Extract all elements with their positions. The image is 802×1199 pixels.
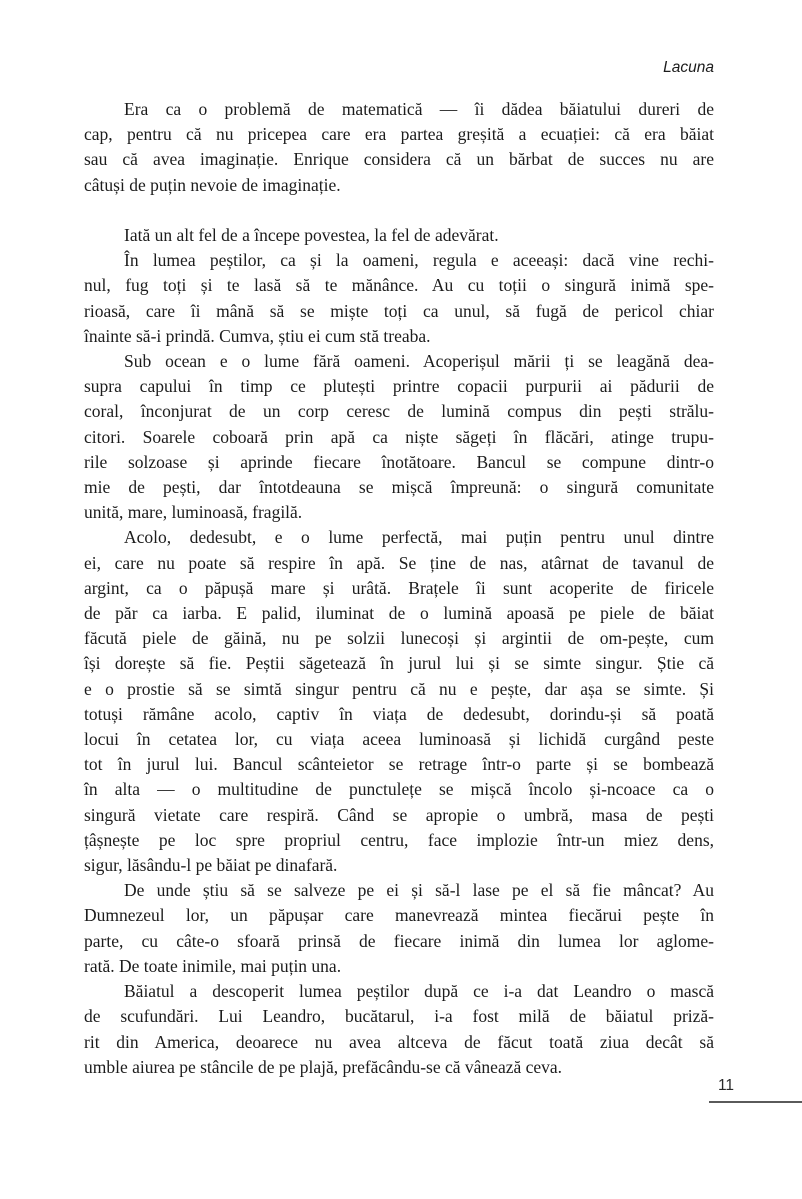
paragraph bbox=[84, 878, 714, 979]
text-line: rile solzoase și aprinde fiecare înotătoare. Bancul se compune dintr-o bbox=[84, 451, 714, 472]
paragraph bbox=[84, 525, 714, 878]
text-line: e o prostie să se simtă singur pentru că nu e pește, dar așa se simte. Și bbox=[84, 678, 714, 699]
paragraph bbox=[84, 223, 714, 248]
text-line: În lumea peștilor, ca și la oameni, regula e aceeași: dacă vine rechi- bbox=[124, 250, 714, 271]
text-line: înainte să-i prindă. Cumva, știu ei cum stă treaba. bbox=[84, 325, 431, 346]
text-line: coral, înconjurat de un corp ceresc de lumină compus din pești strălu- bbox=[84, 401, 714, 422]
paragraph bbox=[84, 248, 714, 349]
text-line: umble aiurea pe stâncile de pe plajă, prefăcându-se că vânează ceva. bbox=[84, 1056, 563, 1077]
text-line: își dorește să fie. Peștii săgetează în jurul lui și se simte singur. Știe că bbox=[84, 653, 714, 674]
text-line: locui în cetatea lor, cu viața aceea luminoasă și lichidă curgând peste bbox=[84, 729, 714, 750]
text-line: unită, mare, luminoasă, fragilă. bbox=[84, 502, 303, 523]
text-line: ei, care nu poate să respire în apă. Se ține de nas, atârnat de tavanul de bbox=[84, 552, 714, 573]
running-header bbox=[84, 57, 714, 79]
text-line: Sub ocean e o lume fără oameni. Acoperișul mării ți se leagănă dea- bbox=[124, 351, 714, 372]
text-line: rioasă, care îi mână să se miște toți ca unul, să fugă de pericol chiar bbox=[84, 300, 714, 321]
text-line: Iată un alt fel de a începe povestea, la fel de adevărat. bbox=[124, 225, 499, 245]
text-line: mie de pești, dar întotdeauna se mișcă împreună: o singură comunitate bbox=[84, 477, 714, 498]
body-text bbox=[84, 97, 714, 1080]
text-line: cap, pentru că nu pricepea care era partea greșită a ecuației: că era băiat bbox=[84, 124, 714, 145]
text-line: Băiatul a descoperit lumea peștilor după ce i-a dat Leandro o mască bbox=[124, 981, 714, 1002]
text-line: tot în jurul lui. Bancul scânteietor se retrage într-o parte și se bombează bbox=[84, 754, 714, 775]
text-line: Acolo, dedesubt, e o lume perfectă, mai puțin pentru unul dintre bbox=[124, 527, 714, 548]
text-line: sigur, lăsându-l pe băiat pe dinafară. bbox=[84, 855, 338, 876]
text-line: nul, fug toți și te lasă să te mănânce. Au cu toții o singură inimă spe- bbox=[84, 275, 714, 296]
text-line: sau că avea imaginație. Enrique considera că un bărbat de succes nu are bbox=[84, 149, 714, 170]
text-line: totuși rămâne acolo, captiv în viața de dedesubt, dorindu-și să poată bbox=[84, 703, 714, 724]
page-number: 11 bbox=[717, 1077, 735, 1094]
text-line: rit din America, deoarece nu avea altceva de făcut toată ziua decât să bbox=[84, 1031, 714, 1052]
text-line: parte, cu câte-o sfoară prinsă de fiecare inimă din lumea lor aglome- bbox=[84, 930, 714, 951]
text-line: țâșnește pe loc spre propriul centru, face implozie într-un miez dens, bbox=[84, 829, 714, 850]
text-line: De unde știu să se salveze pe ei și să-l lase pe el să fie mâncat? Au bbox=[124, 880, 714, 901]
text-line: făcută piele de găină, nu pe solzii lunecoși și argintii de om-pește, cum bbox=[84, 628, 714, 649]
text-line: Dumnezeul lor, un păpușar care manevrează mintea fiecărui pește în bbox=[84, 905, 714, 926]
text-line: argint, ca o păpușă mare și urâtă. Brațele îi sunt acoperite de firicele bbox=[84, 577, 714, 598]
text-line: de păr ca iarba. E palid, iluminat de o lumină apoasă pe piele de băiat bbox=[84, 603, 714, 624]
text-line: Era ca o problemă de matematică — îi dădea băiatului dureri de bbox=[124, 99, 714, 119]
text-line: singură vietate care respiră. Când se apropie o umbră, masa de pești bbox=[84, 804, 714, 825]
text-line: rată. De toate inimile, mai puțin una. bbox=[84, 955, 342, 976]
paragraph bbox=[84, 349, 714, 525]
text-line: câtuși de puțin nevoie de imaginație. bbox=[84, 174, 341, 195]
text-line: în alta — o multitudine de punctulețe se mișcă încolo și-ncoace ca o bbox=[84, 779, 714, 800]
running-header-title: Lacuna bbox=[663, 59, 714, 76]
paragraph bbox=[84, 979, 714, 1080]
paragraph bbox=[84, 97, 714, 198]
text-line: de scufundări. Lui Leandro, bucătarul, i-a fost milă de băiatul priză- bbox=[84, 1006, 714, 1027]
footer-rule bbox=[709, 1101, 802, 1103]
text-line: citori. Soarele coboară prin apă ca niște săgeți în flăcări, atinge trupu- bbox=[84, 426, 714, 447]
text-line: supra capului în timp ce plutești printre copacii purpurii ai pădurii de bbox=[84, 376, 714, 397]
